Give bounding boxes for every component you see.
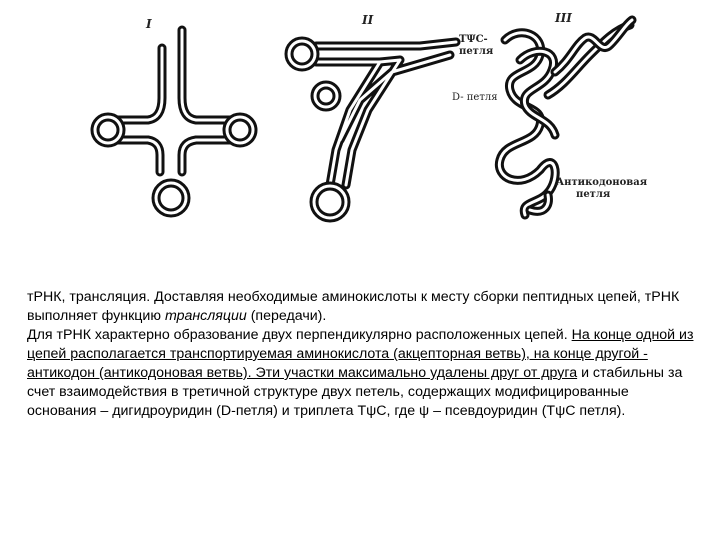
panel-label-2: II <box>362 13 374 27</box>
caption-title: тРНК, трансляция. <box>27 289 151 305</box>
panel-label-1: I <box>146 17 152 31</box>
tpsic-loop-label-line2: петля <box>459 46 494 57</box>
l-shape-diagram <box>289 41 456 218</box>
anticodon-loop-label-line2: петля <box>576 189 611 200</box>
caption-paragraph-1: тРНК, трансляция. Доставляя необходимые аминокислоты к месту сборки пептидных цепей, тРНК выполняет функцию трансляции (передачи). <box>27 289 680 324</box>
caption-paragraph-2: Для тРНК характерно образование двух перпендикулярно расположенных цепей. На конце одной из цепей располагается транспортируемая аминокислота (акцепторная ветвь), на конце другой - антикодон (антикодоновая ветвь). Эти участки максимально удалены друг от друга и стабильны за счет взаимодействия в третичной структуре двух петель, содержащих модифицированные основания – дигидроуридин (D-петля) и триплета TψC, где ψ – псевдоуридин (TψC петля). <box>27 327 694 419</box>
d-loop-label: D- петля <box>452 92 498 103</box>
anticodon-loop-label: Антикодоновая <box>556 177 648 188</box>
caption-underlined-text: На конце одной из цепей располагается транспортируемая аминокислота (акцепторная ветвь), на конце другой - антикодон (антикодоновая ветвь). Эти участки максимально удалены друг от друга <box>27 327 694 381</box>
panel-label-3: III <box>555 11 572 25</box>
cloverleaf-diagram <box>95 30 253 213</box>
caption-text <box>27 288 699 421</box>
tpsic-loop-label: TΨC- <box>459 34 488 45</box>
